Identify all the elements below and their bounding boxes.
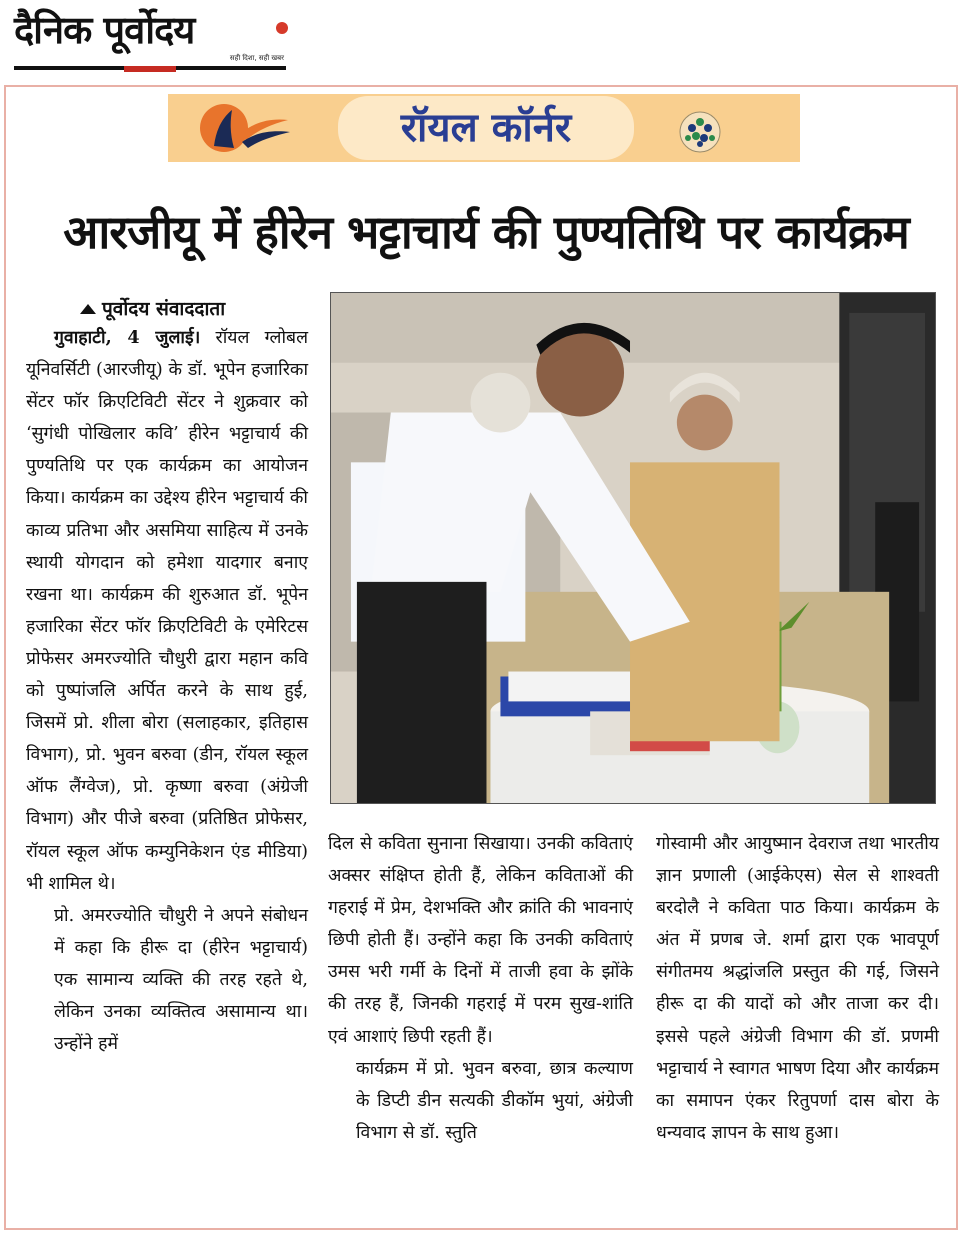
royal-logo-icon [196,96,292,160]
paragraph-5: गोस्वामी और आयुष्मान देवराज तथा भारतीय ज्ञान प्रणाली (आईकेएस) सेल से शाश्वती बरदोलै ने कविता पाठ किया। कार्यक्रम के अंत में प्रणब जे. शर्मा द्वारा एक भावपूर्ण संगीतमय श्रद्धांजलि प्रस्तुत की गई, जिसने हीरू दा की यादों को और ताजा कर दी। इससे पहले अंग्रेजी विभाग की डॉ. प्रणमी भट्टाचार्य ने स्वागत भाषण दिया और कार्यक्रम का समापन एंकर रितुपर्णा दास बोरा के धन्यवाद ज्ञापन के साथ हुआ। [656,834,939,1143]
byline-triangle-icon [80,304,96,314]
paragraph-3: दिल से कविता सुनाना सिखाया। उनकी कविताएं अक्सर संक्षिप्त होती हैं, लेकिन कविताओं की गहराई में प्रेम, देशभक्ति और क्रांति की भावनाएं छिपी होती हैं। उन्होंने कहा कि उनकी कविताएं उमस भरी गर्मी के दिनों में ताजी हवा के झोंके की तरह हैं, जिनकी गहराई में परम सुख-शांति एवं आशाएं छिपी रहती हैं। [328,834,633,1047]
paragraph-4: कार्यक्रम में प्रो. भुवन बरुवा, छात्र कल्याण के डिप्टी डीन सत्यकी डीकॉम भुयां, अंग्रेजी विभाग से डॉ. स्तुति [356,1058,633,1143]
masthead-dot-icon [276,22,288,34]
headline: आरजीयू में हीरेन भट्टाचार्य की पुण्यतिथि पर कार्यक्रम [63,205,909,259]
event-photo [330,292,936,804]
article-column-1 [26,322,308,1060]
dateline: गुवाहाटी, 4 जुलाई। [54,327,201,348]
newspaper-title: दैनिक पूर्वोदय [14,8,195,52]
article-column-2 [328,828,633,1149]
paragraph-1 [26,322,308,900]
university-emblem-icon [670,98,740,160]
newspaper-tagline: सही दिशा, सही खबर [229,54,284,62]
byline [80,295,225,321]
paragraph-1-text: रॉयल ग्लोबल यूनिवर्सिटी (आरजीयू) के डॉ. भूपेन हजारिका सेंटर फॉर क्रिएटिविटी सेंटर ने शुक्रवार को ‘सुगंधी पोखिलार कवि’ हीरेन भट्टाचार्य की पुण्यतिथि पर एक कार्यक्रम का आयोजन किया। कार्यक्रम का उद्देश्य हीरेन भट्टाचार्य की काव्य प्रतिभा और असमिया साहित्य में उनके स्थायी योगदान को हमेशा यादगार बनाए रखना था। कार्यक्रम की शुरुआत डॉ. भूपेन हजारिका सेंटर फॉर क्रिएटिविटी के एमेरिटस प्रोफेसर अमरज्योति चौधुरी द्वारा महान कवि को पुष्पांजलि अर्पित करने के साथ हुई, जिसमें प्रो. शीला बोरा (सलाहकार, इतिहास विभाग), प्रो. भुवन बरुवा (डीन, रॉयल स्कूल ऑफ लैंग्वेज), प्रो. कृष्णा बरुवा (अंग्रेजी विभाग) और पीजे बरुवा (प्रतिष्ठित प्रोफेसर, रॉयल स्कूल ऑफ कम्युनिकेशन एंड मीडिया) भी शामिल थे। [26,328,308,894]
byline-text: पूर्वोदय संवाददाता [102,298,226,320]
masthead-accent-bar [124,66,176,72]
paragraph-2: प्रो. अमरज्योति चौधुरी ने अपने संबोधन में कहा कि हीरू दा (हीरेन भट्टाचार्य) एक सामान्य व्यक्ति की तरह रहते थे, लेकिन उनका व्यक्तित्व असामान्य था। उन्होंने हमें [54,905,308,1055]
article-column-3 [656,828,939,1149]
masthead [14,8,286,72]
section-title: रॉयल कॉर्नर [400,105,572,151]
